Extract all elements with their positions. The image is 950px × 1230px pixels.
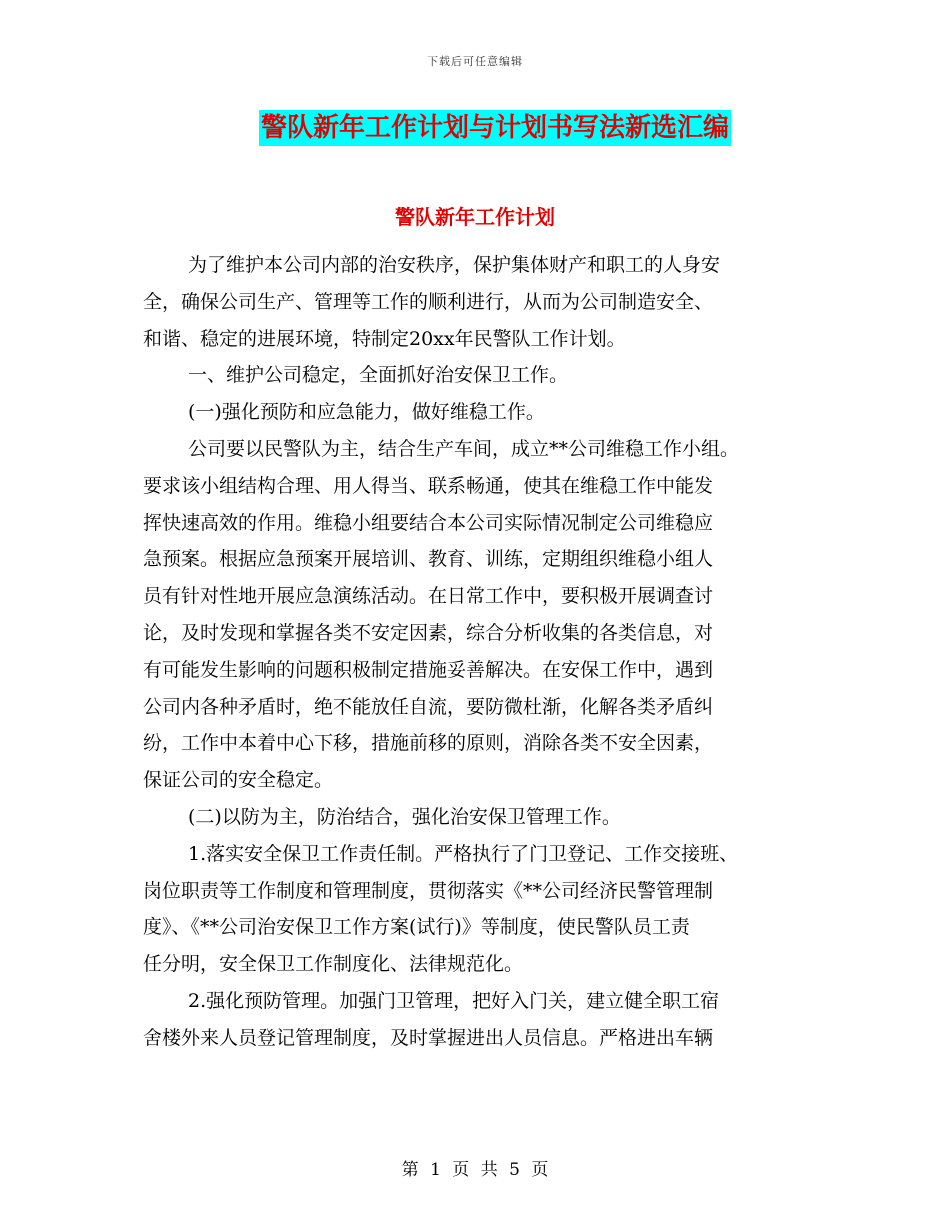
page-header-note: 下载后可任意编辑 [427, 55, 523, 68]
body-line: 岗位职责等工作制度和管理制度，贯彻落实《**公司经济民警管理制 [143, 879, 714, 902]
body-line: 1.落实安全保卫工作责任制。严格执行了门卫登记、工作交接班、 [188, 842, 739, 865]
body-line: 公司要以民警队为主，结合生产车间，成立**公司维稳工作小组。 [188, 437, 740, 460]
body-line: 有可能发生影响的问题积极制定措施妥善解决。在安保工作中，遇到 [143, 658, 714, 681]
body-line: 要求该小组结构合理、用人得当、联系畅通，使其在维稳工作中能发 [143, 474, 714, 497]
body-line: 一、维护公司稳定，全面抓好治安保卫工作。 [188, 364, 569, 387]
body-line: (一)强化预防和应急能力，做好维稳工作。 [188, 401, 545, 424]
body-line: 任分明，安全保卫工作制度化、法律规范化。 [143, 953, 524, 976]
body-line: 和谐、稳定的进展环境，特制定20xx年民警队工作计划。 [143, 327, 626, 350]
body-line: 全，确保公司生产、管理等工作的顺利进行，从而为公司制造安全、 [143, 290, 714, 313]
body-line: 急预案。根据应急预案开展培训、教育、训练，定期组织维稳小组人 [143, 548, 714, 571]
body-line: 为了维护本公司内部的治安秩序，保护集体财产和职工的人身安 [188, 254, 721, 276]
body-line: 论，及时发现和掌握各类不安定因素，综合分析收集的各类信息，对 [143, 621, 714, 644]
body-line: 度》、《**公司治安保卫工作方案(试行)》等制度，使民警队员工责 [143, 916, 690, 939]
body-line: 挥快速高效的作用。维稳小组要结合本公司实际情况制定公司维稳应 [143, 511, 714, 534]
body-line: 纷，工作中本着中心下移，措施前移的原则，消除各类不安全因素， [143, 732, 714, 755]
document-body [143, 247, 815, 1057]
body-line: 舍楼外来人员登记管理制度，及时掌握进出人员信息。严格进出车辆 [143, 1026, 714, 1049]
document-main-title: 警队新年工作计划与计划书写法新选汇编 [259, 110, 731, 146]
body-line: (二)以防为主，防治结合，强化治安保卫管理工作。 [188, 805, 621, 828]
body-line: 2.强化预防管理。加强门卫管理，把好入门关，建立健全职工宿 [188, 989, 720, 1012]
body-line: 员有针对性地开展应急演练活动。在日常工作中，要积极开展调查讨 [143, 585, 714, 608]
body-line: 公司内各种矛盾时，绝不能放任自流，要防微杜渐，化解各类矛盾纠 [143, 695, 714, 718]
page-footer-page-number: 第 1 页 共 5 页 [401, 1160, 549, 1180]
section-title: 警队新年工作计划 [395, 205, 555, 229]
body-line: 保证公司的安全稳定。 [143, 769, 334, 792]
